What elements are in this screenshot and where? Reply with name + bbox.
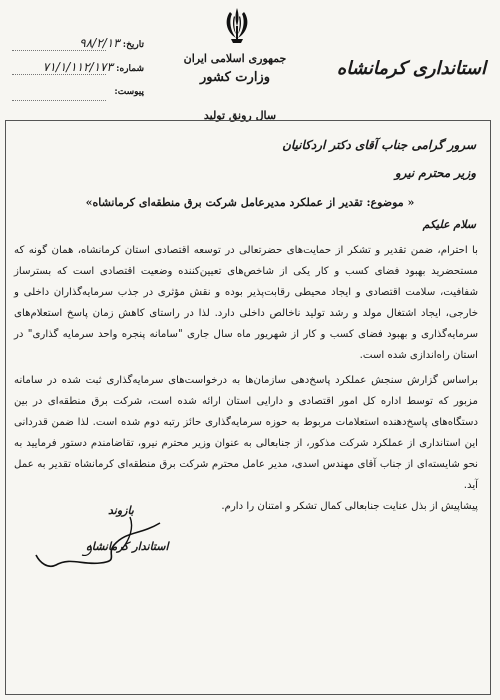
paragraph-1: با احترام، ضمن تقدیر و تشکر از حمایت‌های حضرتعالی در توسعه اقتصادی استان کرمانشاه، همان گونه که مستحضرید بهبود فضای کسب و کار یکی از شاخص‌های تعیین‌کننده وضعیت اقتصادی است که بسترساز شفافیت، سلامت اقتصادی و ایجاد محیطی رقابت‌پذیر بوده و نقش مؤثری در جذب سرمایه‌گذاران داخلی و خارجی، ایجاد اشتغال مولد و رشد تولید ناخالص داخلی دارد. لذا در راستای کاهش زمان پاسخ استعلام‌های سرمایه‌گذاری و بهبود فضای کسب و کار از شهریور ماه سال جاری "سامانه پنجره واحد سرمایه گذاری" در استان راه‌اندازی شده است. [14, 245, 478, 361]
attachment-label: پیوست: [114, 87, 144, 97]
date-label: تاریخ: [122, 40, 144, 50]
signature-label: بازوند [108, 504, 134, 517]
ministry-name: وزارت کشور [200, 70, 270, 85]
number-value: ۷۱/۱/۱۱۲/۱۷۳ [42, 60, 113, 74]
salutation: سلام علیکم [422, 218, 476, 231]
signature-title: استاندار کرمانشاه [86, 540, 169, 553]
year-slogan: سال رونق تولید [203, 109, 277, 122]
date-field [12, 36, 144, 52]
closing-line: پیشاپیش از بذل عنایت جنابعالی کمال تشکر و امتنان را دارم. [221, 501, 478, 512]
number-field [12, 60, 144, 76]
letter-subject: « موضوع: تقدیر از عملکرد مدیرعامل شرکت برق منطقه‌ای کرمانشاه» [85, 196, 415, 209]
number-label: شماره: [116, 64, 144, 74]
date-value: ۹۸/۲/۱۳ [79, 36, 120, 50]
iran-emblem-icon [222, 6, 252, 46]
attachment-field [12, 86, 144, 102]
recipient-title: وزیر محترم نیرو [394, 166, 476, 180]
country-name: جمهوری اسلامی ایران [183, 52, 287, 65]
recipient-name: سرور گرامی جناب آقای دکتر اردکانیان [282, 138, 476, 152]
office-name: استانداری کرمانشاه [336, 58, 486, 79]
letter-body [14, 240, 478, 517]
paragraph-2: براساس گزارش سنجش عملکرد پاسخ‌دهی سازمان‌ها به درخواست‌های سرمایه‌گذاری ثبت شده در سامانه مزبور که توسط اداره کل امور اقتصادی و دارایی استان ارائه شده است، شرکت برق منطقه‌ای در بین دستگاه‌های پاسخ‌دهنده استعلامات مربوط به حوزه سرمایه‌گذاری حائز رتبه دوم شده است. لذا ضمن قدردانی این استانداری از عملکرد شرکت مذکور، از جنابعالی به عنوان وزیر محترم نیرو، تقاضامندم دستور فرمایید به نحو شایسته‌ای از جناب آقای مهندس اسدی، مدیر عامل محترم شرکت برق منطقه‌ای کرمانشاه تقدیر به عمل آید. [14, 375, 478, 491]
